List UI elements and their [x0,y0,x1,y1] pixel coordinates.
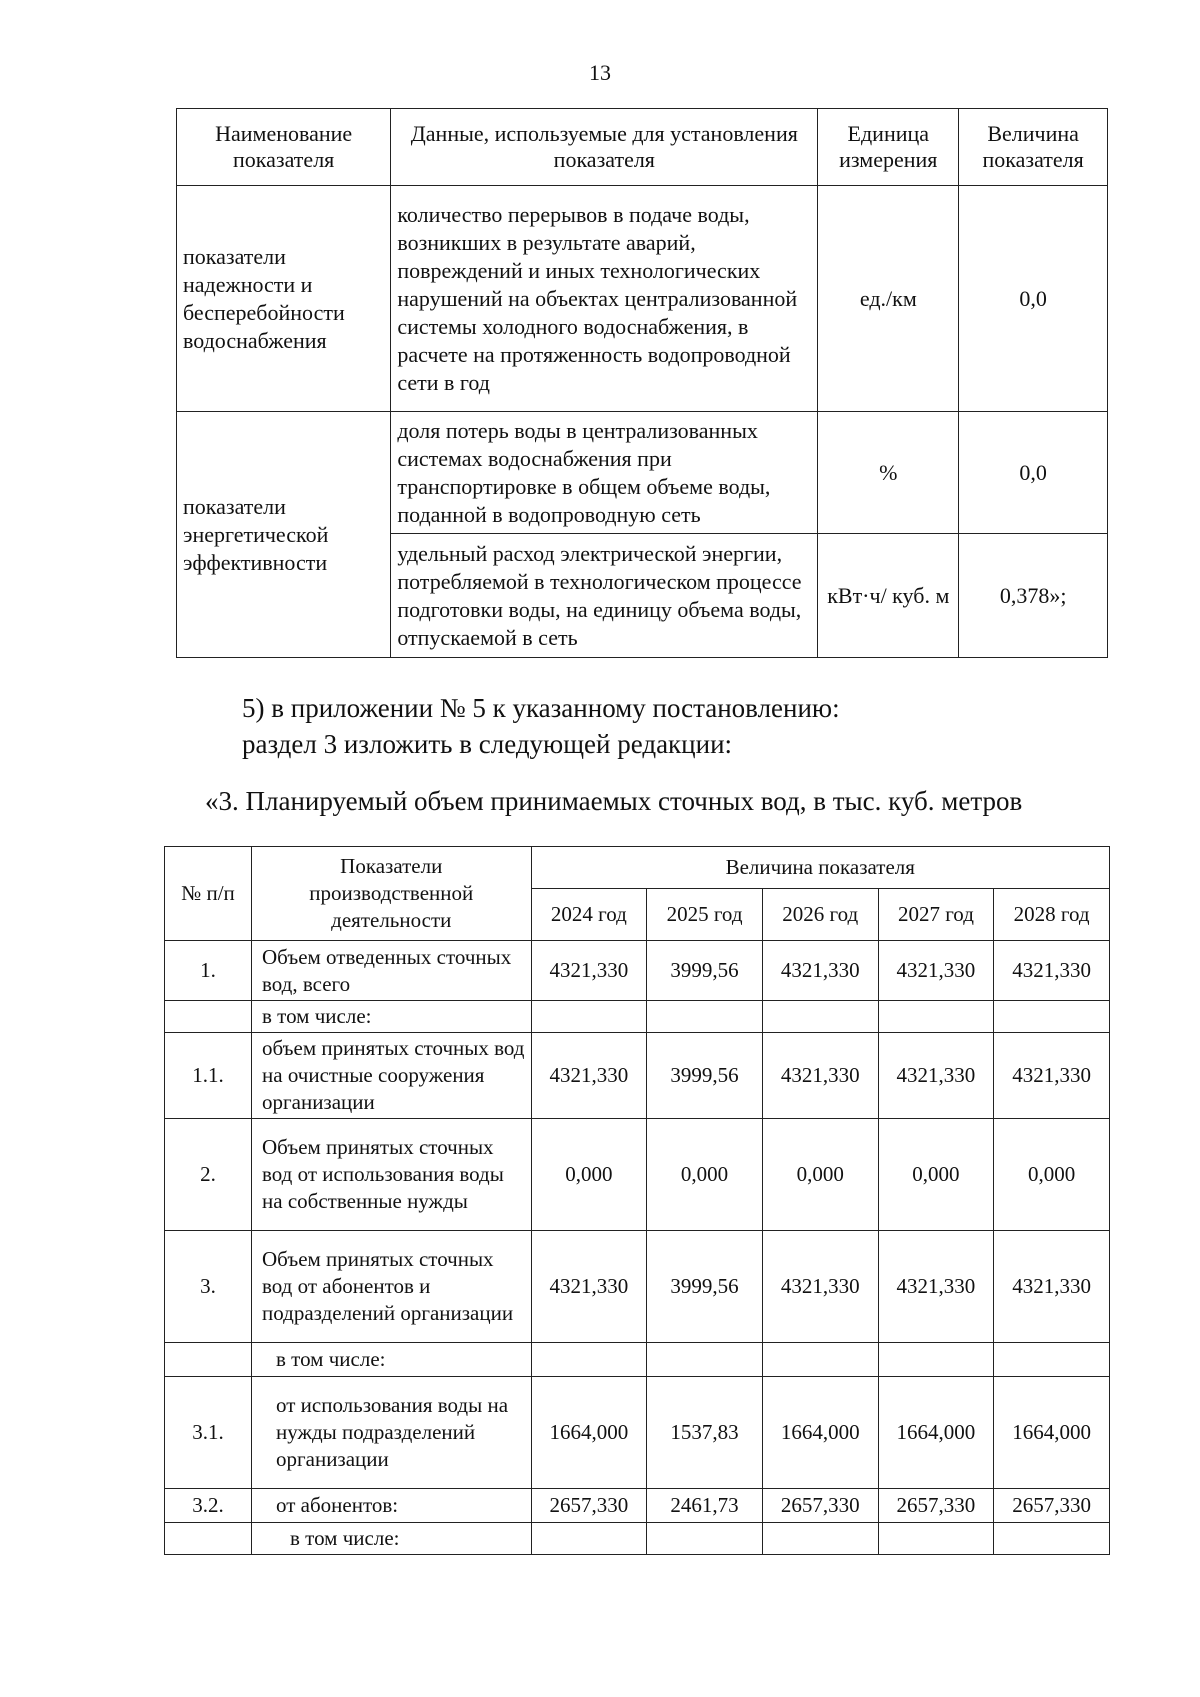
row-description: Объем отведенных сточных вод, всего [252,941,532,1001]
indicator-group-name: показатели энергетической эффективности [177,412,391,658]
row-value: 4321,330 [994,1231,1110,1343]
header-value: Величина показателя [959,109,1108,186]
header-unit: Единица измерения [818,109,959,186]
header-num: № п/п [165,847,252,941]
header-data-used: Данные, используемые для установления показателя [391,109,818,186]
row-value: 0,000 [994,1119,1110,1231]
row-value: 3999,56 [647,941,763,1001]
row-value: 4321,330 [531,1033,647,1119]
row-value: 2657,330 [878,1489,994,1523]
row-num [165,1523,252,1555]
header-year: 2027 год [878,889,994,941]
row-value [878,1343,994,1377]
row-description: в том числе: [252,1001,532,1033]
header-value-group: Величина показателя [531,847,1109,889]
header-year: 2026 год [762,889,878,941]
row-value: 2657,330 [531,1489,647,1523]
row-value: 3999,56 [647,1231,763,1343]
row-num: 3.2. [165,1489,252,1523]
table-row [165,941,1110,1001]
row-value: 4321,330 [762,941,878,1001]
row-value: 2657,330 [762,1489,878,1523]
row-value [762,1001,878,1033]
row-value: 0,000 [531,1119,647,1231]
table-row [165,1377,1110,1489]
row-value: 4321,330 [531,941,647,1001]
row-num: 3.1. [165,1377,252,1489]
row-description: объем принятых сточных вод на очистные сооружения организации [252,1033,532,1119]
paragraph-line-1: 5) в приложении № 5 к указанному постановлению: [242,693,840,723]
indicator-group-name: показатели надежности и бесперебойности водоснабжения [177,186,391,412]
table-row [165,1033,1110,1119]
table-row [177,412,1108,534]
wastewater-volume-table [164,846,1110,1555]
row-description: от абонентов: [252,1489,532,1523]
row-num: 1. [165,941,252,1001]
indicator-unit: % [818,412,959,534]
row-value [647,1523,763,1555]
row-value [647,1343,763,1377]
row-value: 1664,000 [878,1377,994,1489]
table-header-row [165,847,1110,889]
table-row [165,1489,1110,1523]
page-number: 13 [589,60,611,85]
row-value: 4321,330 [994,1033,1110,1119]
row-value: 4321,330 [994,941,1110,1001]
indicator-data: количество перерывов в подаче воды, возникших в результате аварий, повреждений и иных технологических нарушений на объектах централизованной системы холодного водоснабжения, в расчете на протяженность водопроводной сети в год [391,186,818,412]
row-value: 0,000 [647,1119,763,1231]
header-year: 2028 год [994,889,1110,941]
row-description: от использования воды на нужды подразделений организации [252,1377,532,1489]
row-num: 3. [165,1231,252,1343]
row-num: 1.1. [165,1033,252,1119]
indicator-data: доля потерь воды в централизованных системах водоснабжения при транспортировке в общем объеме воды, поданной в водопроводную сеть [391,412,818,534]
row-description: в том числе: [252,1523,532,1555]
table-row [177,186,1108,412]
row-value: 4321,330 [762,1231,878,1343]
row-value: 1537,83 [647,1377,763,1489]
row-value: 4321,330 [531,1231,647,1343]
row-description: в том числе: [252,1343,532,1377]
indicator-unit: кВт·ч/ куб. м [818,534,959,658]
row-value [531,1523,647,1555]
row-description: Объем принятых сточных вод от абонентов и подразделений организации [252,1231,532,1343]
table-row [165,1343,1110,1377]
table-row [165,1231,1110,1343]
table-row [165,1119,1110,1231]
row-value [994,1523,1110,1555]
row-value: 1664,000 [762,1377,878,1489]
row-value: 2461,73 [647,1489,763,1523]
row-value [878,1001,994,1033]
indicator-value: 0,0 [959,412,1108,534]
indicator-value: 0,378»; [959,534,1108,658]
header-indicator-name: Наименование показателя [177,109,391,186]
row-description: Объем принятых сточных вод от использования воды на собственные нужды [252,1119,532,1231]
table-header-row [177,109,1108,186]
indicator-data: удельный расход электрической энергии, потребляемой в технологическом процессе подготовки воды, на единицу объема воды, отпускаемой в сеть [391,534,818,658]
row-value: 0,000 [878,1119,994,1231]
row-num [165,1343,252,1377]
indicator-unit: ед./км [818,186,959,412]
row-value: 4321,330 [762,1033,878,1119]
row-value [531,1343,647,1377]
indicators-table [176,108,1108,658]
row-value [531,1001,647,1033]
row-value [994,1001,1110,1033]
header-year: 2024 год [531,889,647,941]
table-row [165,1001,1110,1033]
row-value: 4321,330 [878,941,994,1001]
row-value [878,1523,994,1555]
paragraph-line-2: раздел 3 изложить в следующей редакции: [242,729,733,759]
row-value [762,1343,878,1377]
row-value: 1664,000 [994,1377,1110,1489]
row-num [165,1001,252,1033]
row-value: 4321,330 [878,1033,994,1119]
row-value [647,1001,763,1033]
header-year: 2025 год [647,889,763,941]
header-description: Показатели производственной деятельности [252,847,532,941]
row-value: 4321,330 [878,1231,994,1343]
row-value: 2657,330 [994,1489,1110,1523]
section-title: «3. Планируемый объем принимаемых сточных вод, в тыс. куб. метров [205,786,1023,816]
indicator-value: 0,0 [959,186,1108,412]
row-num: 2. [165,1119,252,1231]
table-row [165,1523,1110,1555]
row-value [762,1523,878,1555]
row-value: 0,000 [762,1119,878,1231]
row-value: 3999,56 [647,1033,763,1119]
row-value: 1664,000 [531,1377,647,1489]
row-value [994,1343,1110,1377]
